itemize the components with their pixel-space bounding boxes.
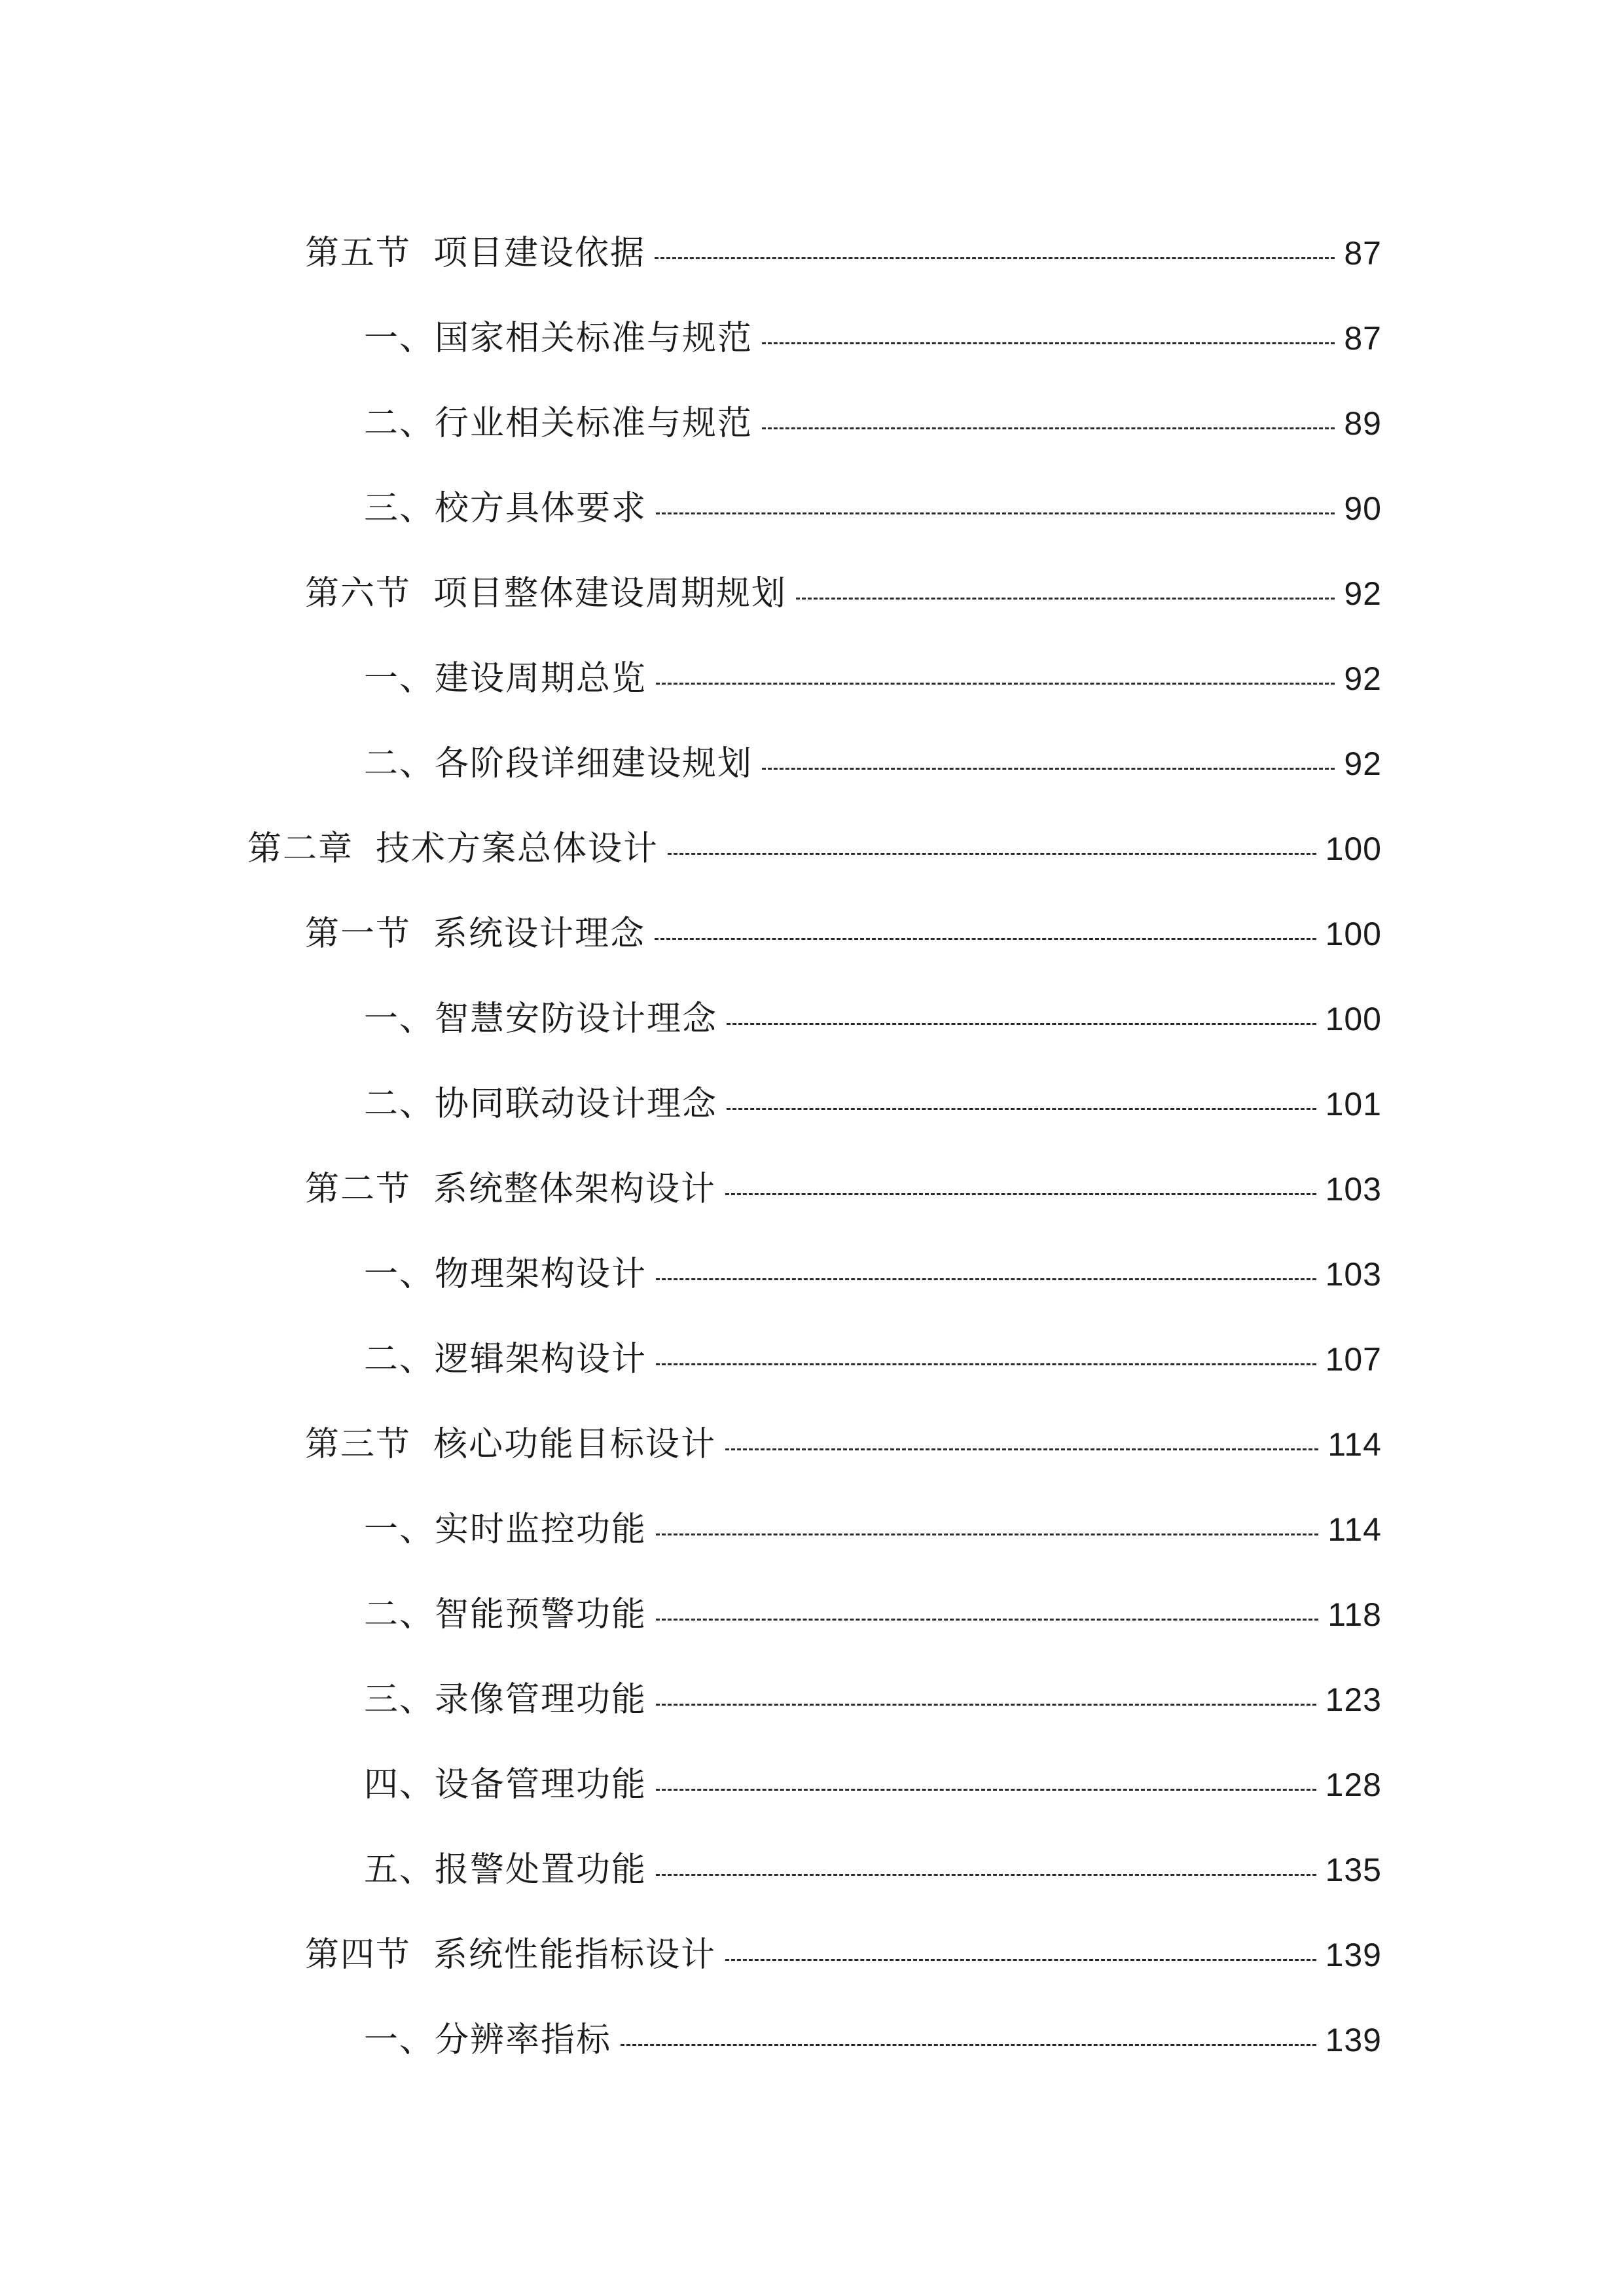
toc-entry-text: 核心功能目标设计: [433, 1425, 717, 1464]
toc-entry[interactable]: [0, 806, 1624, 891]
toc-entry-label: 第一节: [305, 914, 412, 954]
toc-entry-text: 五、报警处置功能: [364, 1850, 647, 1890]
toc-dot-leader: [656, 683, 1335, 685]
toc-entry[interactable]: [0, 1232, 1624, 1317]
toc-entry[interactable]: [0, 636, 1624, 721]
toc-dot-leader: [762, 427, 1335, 429]
toc-entry-text: 二、行业相关标准与规范: [364, 404, 753, 443]
toc-entry-text: 系统设计理念: [433, 914, 646, 954]
toc-dot-leader: [762, 342, 1335, 344]
toc-page-number: 135: [1325, 1852, 1382, 1888]
toc-entry-title: [305, 914, 646, 954]
toc-entry-text: 一、建设周期总览: [364, 659, 647, 698]
toc-entry-text: 三、录像管理功能: [364, 1680, 647, 1719]
table-of-contents: [0, 211, 1624, 2083]
toc-entry-text: 系统性能指标设计: [433, 1935, 717, 1975]
toc-dot-leader: [725, 1959, 1316, 1961]
toc-entry-text: 技术方案总体设计: [376, 829, 659, 869]
toc-entry[interactable]: [0, 1827, 1624, 1912]
toc-dot-leader: [656, 1534, 1318, 1535]
toc-entry[interactable]: [0, 381, 1624, 466]
toc-entry-label: 第四节: [305, 1935, 412, 1975]
toc-entry-text: 一、国家相关标准与规范: [364, 319, 753, 358]
toc-dot-leader: [655, 257, 1335, 259]
toc-page-number: 101: [1325, 1086, 1382, 1122]
toc-page-number: 114: [1327, 1426, 1382, 1463]
toc-dot-leader: [727, 1023, 1316, 1025]
toc-entry[interactable]: [0, 1912, 1624, 1998]
toc-dot-leader: [796, 598, 1335, 600]
toc-entry-label: 第三节: [305, 1425, 412, 1464]
toc-dot-leader: [656, 1789, 1316, 1791]
toc-entry-label: 第六节: [305, 574, 412, 613]
toc-dot-leader: [656, 1704, 1316, 1706]
toc-entry-text: 一、实时监控功能: [364, 1510, 647, 1549]
toc-dot-leader: [727, 1108, 1316, 1110]
toc-dot-leader: [656, 1363, 1316, 1365]
toc-page-number: 103: [1325, 1171, 1382, 1208]
toc-dot-leader: [655, 938, 1316, 940]
toc-entry[interactable]: [0, 1147, 1624, 1232]
toc-dot-leader: [725, 1193, 1316, 1195]
toc-dot-leader: [656, 512, 1335, 514]
toc-entry-title: [247, 829, 659, 869]
toc-entry-title: [305, 234, 646, 273]
toc-page-number: 103: [1325, 1256, 1382, 1293]
toc-dot-leader: [762, 768, 1335, 770]
toc-entry[interactable]: [0, 1487, 1624, 1572]
toc-entry-text: 二、智能预警功能: [364, 1595, 647, 1634]
toc-entry-title: [305, 1427, 716, 1462]
toc-entry-label: 第二节: [305, 1170, 412, 1209]
toc-page-number: 107: [1325, 1341, 1382, 1378]
toc-entry[interactable]: [0, 721, 1624, 806]
toc-page-number: 87: [1344, 320, 1382, 357]
toc-entry[interactable]: [0, 977, 1624, 1062]
toc-page-number: 139: [1325, 1937, 1382, 1973]
toc-page-number: 118: [1327, 1596, 1382, 1633]
toc-page-number: 89: [1344, 405, 1382, 442]
toc-entry-title: [305, 1935, 717, 1975]
toc-page-number: 92: [1344, 745, 1382, 782]
toc-page-number: 114: [1327, 1511, 1382, 1548]
toc-entry[interactable]: [0, 891, 1624, 977]
toc-entry[interactable]: [0, 466, 1624, 551]
toc-entry-text: 二、协同联动设计理念: [364, 1085, 718, 1124]
toc-page-number: 87: [1344, 235, 1382, 272]
toc-entry-text: 项目建设依据: [433, 234, 646, 273]
toc-entry[interactable]: [0, 1317, 1624, 1402]
toc-entry[interactable]: [0, 1998, 1624, 2083]
toc-entry-label: 第五节: [305, 234, 412, 273]
toc-entry-text: 二、各阶段详细建设规划: [364, 744, 753, 783]
toc-entry-title: [305, 1170, 717, 1209]
toc-page-number: 128: [1325, 1767, 1382, 1803]
toc-entry-label: 第二章: [247, 829, 354, 869]
toc-page-number: 123: [1325, 1681, 1382, 1718]
toc-entry-text: 一、物理架构设计: [364, 1255, 647, 1294]
toc-page-number: 100: [1325, 916, 1382, 952]
toc-entry-text: 一、智慧安防设计理念: [364, 999, 718, 1039]
toc-page-number: 100: [1325, 1001, 1382, 1037]
toc-entry-text: 系统整体架构设计: [433, 1170, 717, 1209]
toc-page-number: 92: [1344, 660, 1382, 697]
toc-entry-text: 三、校方具体要求: [364, 489, 647, 528]
toc-entry-text: 项目整体建设周期规划: [433, 574, 787, 613]
toc-entry[interactable]: [0, 1062, 1624, 1147]
toc-entry-text: 一、分辨率指标: [364, 2020, 612, 2060]
toc-entry-text: 四、设备管理功能: [364, 1765, 647, 1804]
toc-entry[interactable]: [0, 1572, 1624, 1657]
toc-dot-leader: [668, 853, 1316, 855]
toc-entry[interactable]: [0, 296, 1624, 381]
toc-dot-leader: [725, 1448, 1318, 1450]
toc-page-number: 139: [1325, 2022, 1382, 2058]
toc-dot-leader: [621, 2044, 1316, 2046]
toc-entry[interactable]: [0, 211, 1624, 296]
toc-entry[interactable]: [0, 1657, 1624, 1742]
toc-entry-text: 二、逻辑架构设计: [364, 1340, 647, 1379]
toc-page-number: 92: [1344, 575, 1382, 612]
toc-dot-leader: [656, 1874, 1316, 1876]
toc-entry[interactable]: [0, 551, 1624, 636]
toc-entry[interactable]: [0, 1402, 1624, 1487]
toc-page-number: 90: [1344, 490, 1382, 527]
toc-page-number: 100: [1325, 831, 1382, 867]
toc-dot-leader: [656, 1278, 1316, 1280]
toc-dot-leader: [656, 1619, 1318, 1621]
toc-entry-title: [305, 574, 787, 613]
toc-entry[interactable]: [0, 1742, 1624, 1827]
